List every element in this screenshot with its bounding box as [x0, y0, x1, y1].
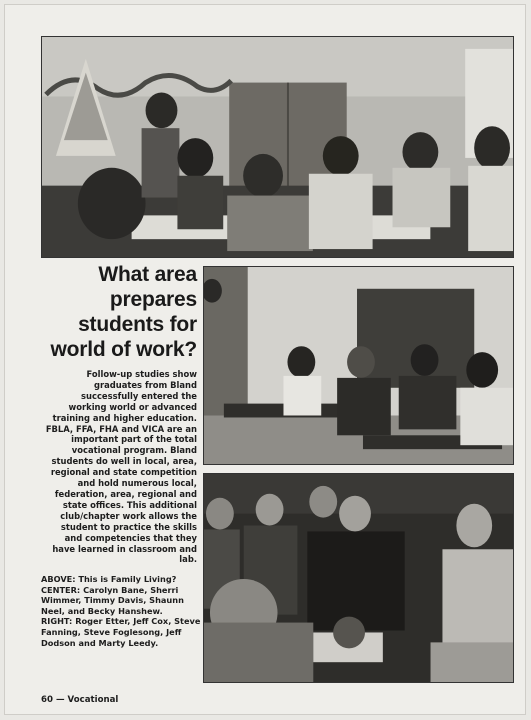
photo-caption [41, 574, 201, 648]
caption-center-label: CENTER: [41, 584, 81, 595]
caption-right-label: RIGHT: [41, 616, 73, 627]
article-body: Follow-up studies show graduates from Bland successfully entered the working world or advanced training and higher education. FBLA, FFA, FHA and VICA are an important part of the total vocational program. Bland students do well in local, area, regional and state competition and hold numerous local, federation, area, regional and state offices. This additional club/chapter work allows the student to practice the skills and competencies that they have learned in classroom and lab. [45, 369, 197, 565]
caption-above-text: This is Family Living? [75, 574, 177, 584]
caption-above-label: ABOVE: [41, 574, 76, 584]
yearbook-page [4, 4, 526, 715]
article-headline: What area prepares students for world of work? [50, 263, 197, 361]
family-living-photo-graphic [42, 37, 513, 257]
family-living-photo [41, 36, 514, 258]
lab-machinery-photo-graphic [204, 474, 513, 682]
caption-right-text: Roger Etter, Jeff Cox, Steve Fanning, Steve Foglesong, Jeff Dodson and Marty Leedy. [41, 616, 201, 648]
page-footer: 60 — Vocational [41, 695, 119, 705]
classroom-students-photo-graphic [204, 267, 513, 464]
caption-center-text: Carolyn Bane, Sherri Wimmer, Timmy Davis, Shaunn Neel, and Becky Hanshew. [41, 584, 184, 616]
lab-machinery-photo [203, 473, 514, 683]
classroom-students-photo [203, 266, 514, 465]
